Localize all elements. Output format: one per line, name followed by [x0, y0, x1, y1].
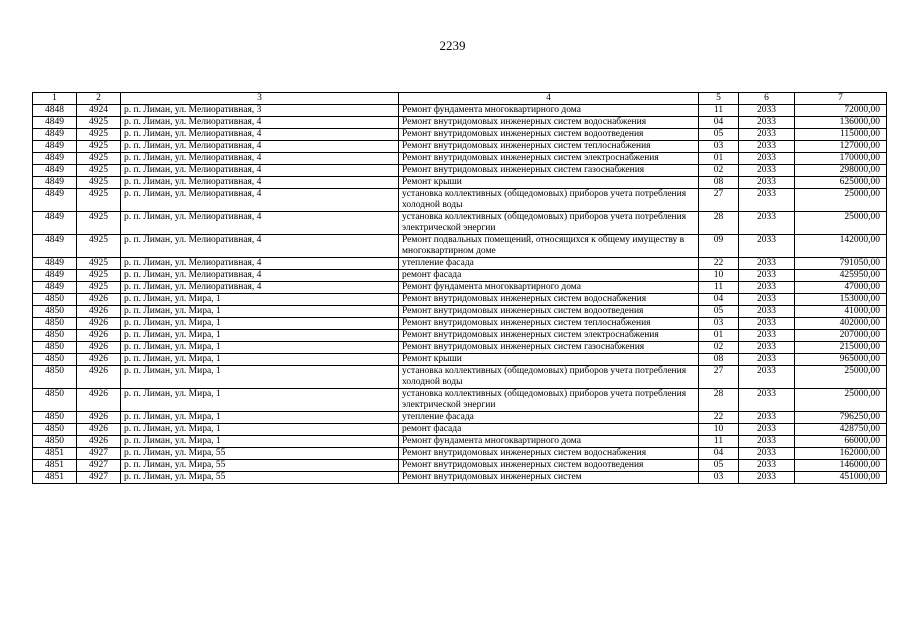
cell-number: 4849: [33, 141, 77, 153]
table-row: [33, 270, 887, 282]
cell-year: 2033: [739, 235, 795, 258]
cell-work-type: Ремонт внутридомовых инженерных систем водоснабжения: [399, 448, 699, 460]
cell-cost: 25000,00: [795, 212, 887, 235]
cell-cost: 162000,00: [795, 448, 887, 460]
cell-work-code: 02: [699, 342, 739, 354]
cell-work-type: Ремонт фундамента многоквартирного дома: [399, 436, 699, 448]
cell-work-type: Ремонт внутридомовых инженерных систем теплоснабжения: [399, 318, 699, 330]
cell-address: р. п. Лиман, ул. Мира, 1: [121, 366, 399, 389]
cell-year: 2033: [739, 270, 795, 282]
cell-cost: 965000,00: [795, 354, 887, 366]
cell-code: 4925: [77, 129, 121, 141]
cell-cost: 115000,00: [795, 129, 887, 141]
cell-work-code: 28: [699, 389, 739, 412]
cell-cost: 47000,00: [795, 282, 887, 294]
cell-address: р. п. Лиман, ул. Мелиоративная, 4: [121, 212, 399, 235]
cell-code: 4925: [77, 270, 121, 282]
cell-year: 2033: [739, 129, 795, 141]
cell-number: 4850: [33, 342, 77, 354]
col-header-4: 4: [399, 93, 699, 105]
table-header-row: [33, 93, 887, 105]
cell-year: 2033: [739, 306, 795, 318]
cell-work-type: Ремонт внутридомовых инженерных систем теплоснабжения: [399, 141, 699, 153]
cell-cost: 451000,00: [795, 472, 887, 484]
col-header-2: 2: [77, 93, 121, 105]
col-header-7: 7: [795, 93, 887, 105]
cell-address: р. п. Лиман, ул. Мелиоративная, 4: [121, 141, 399, 153]
table-row: [33, 366, 887, 389]
cell-work-type: Ремонт подвальных помещений, относящихся к общему имуществу в многоквартирном доме: [399, 235, 699, 258]
cell-work-code: 10: [699, 424, 739, 436]
cell-work-type: Ремонт внутридомовых инженерных систем водоотведения: [399, 460, 699, 472]
cell-number: 4849: [33, 117, 77, 129]
cell-address: р. п. Лиман, ул. Мелиоративная, 4: [121, 258, 399, 270]
cell-cost: 41000,00: [795, 306, 887, 318]
cell-year: 2033: [739, 189, 795, 212]
cell-address: р. п. Лиман, ул. Мира, 1: [121, 318, 399, 330]
table-body: [33, 105, 887, 484]
cell-year: 2033: [739, 153, 795, 165]
cell-number: 4849: [33, 235, 77, 258]
cell-code: 4925: [77, 235, 121, 258]
cell-work-code: 08: [699, 177, 739, 189]
cell-number: 4849: [33, 282, 77, 294]
table-row: [33, 282, 887, 294]
cell-code: 4926: [77, 424, 121, 436]
cell-number: 4849: [33, 270, 77, 282]
cell-work-type: Ремонт фундамента многоквартирного дома: [399, 105, 699, 117]
table-row: [33, 330, 887, 342]
table-row: [33, 424, 887, 436]
table-row: [33, 129, 887, 141]
cell-cost: 207000,00: [795, 330, 887, 342]
cell-work-code: 11: [699, 436, 739, 448]
cell-code: 4924: [77, 105, 121, 117]
cell-address: р. п. Лиман, ул. Мелиоративная, 4: [121, 153, 399, 165]
cell-work-code: 27: [699, 189, 739, 212]
cell-number: 4849: [33, 153, 77, 165]
table-row: [33, 117, 887, 129]
cell-address: р. п. Лиман, ул. Мелиоративная, 4: [121, 177, 399, 189]
cell-code: 4926: [77, 306, 121, 318]
cell-work-type: Ремонт крыши: [399, 354, 699, 366]
cell-work-type: ремонт фасада: [399, 424, 699, 436]
cell-address: р. п. Лиман, ул. Мелиоративная, 4: [121, 235, 399, 258]
cell-code: 4926: [77, 436, 121, 448]
cell-address: р. п. Лиман, ул. Мелиоративная, 3: [121, 105, 399, 117]
cell-work-type: Ремонт внутридомовых инженерных систем водоснабжения: [399, 117, 699, 129]
cell-address: р. п. Лиман, ул. Мира, 1: [121, 389, 399, 412]
cell-year: 2033: [739, 258, 795, 270]
page-number: 2239: [439, 38, 466, 53]
cell-work-type: Ремонт фундамента многоквартирного дома: [399, 282, 699, 294]
cell-cost: 215000,00: [795, 342, 887, 354]
cell-work-type: утепление фасада: [399, 412, 699, 424]
table-row: [33, 235, 887, 258]
cell-year: 2033: [739, 366, 795, 389]
cell-address: р. п. Лиман, ул. Мелиоративная, 4: [121, 165, 399, 177]
cell-code: 4926: [77, 294, 121, 306]
cell-work-code: 05: [699, 460, 739, 472]
cell-address: р. п. Лиман, ул. Мира, 1: [121, 436, 399, 448]
cell-year: 2033: [739, 472, 795, 484]
table-row: [33, 306, 887, 318]
cell-work-code: 03: [699, 141, 739, 153]
cell-year: 2033: [739, 330, 795, 342]
cell-year: 2033: [739, 342, 795, 354]
cell-work-code: 28: [699, 212, 739, 235]
cell-cost: 142000,00: [795, 235, 887, 258]
cell-cost: 796250,00: [795, 412, 887, 424]
cell-number: 4849: [33, 189, 77, 212]
cell-cost: 25000,00: [795, 389, 887, 412]
cell-year: 2033: [739, 436, 795, 448]
cell-work-code: 09: [699, 235, 739, 258]
cell-code: 4926: [77, 389, 121, 412]
cell-year: 2033: [739, 412, 795, 424]
cell-code: 4925: [77, 141, 121, 153]
cell-work-type: Ремонт внутридомовых инженерных систем электроснабжения: [399, 153, 699, 165]
table-row: [33, 212, 887, 235]
cell-code: 4925: [77, 282, 121, 294]
col-header-5: 5: [699, 93, 739, 105]
cell-number: 4850: [33, 354, 77, 366]
cell-number: 4850: [33, 306, 77, 318]
cell-address: р. п. Лиман, ул. Мелиоративная, 4: [121, 117, 399, 129]
cell-cost: 146000,00: [795, 460, 887, 472]
cell-year: 2033: [739, 460, 795, 472]
cell-cost: 25000,00: [795, 366, 887, 389]
cell-year: 2033: [739, 212, 795, 235]
cell-year: 2033: [739, 354, 795, 366]
cell-address: р. п. Лиман, ул. Мира, 55: [121, 472, 399, 484]
cell-work-code: 04: [699, 294, 739, 306]
cell-work-code: 11: [699, 105, 739, 117]
cell-cost: 72000,00: [795, 105, 887, 117]
cell-number: 4849: [33, 129, 77, 141]
table-row: [33, 389, 887, 412]
cell-cost: 402000,00: [795, 318, 887, 330]
table-row: [33, 153, 887, 165]
col-header-3: 3: [121, 93, 399, 105]
cell-number: 4850: [33, 330, 77, 342]
cell-work-code: 22: [699, 412, 739, 424]
cell-code: 4925: [77, 258, 121, 270]
cell-work-code: 22: [699, 258, 739, 270]
cell-cost: 136000,00: [795, 117, 887, 129]
cell-code: 4927: [77, 460, 121, 472]
cell-work-code: 05: [699, 129, 739, 141]
cell-year: 2033: [739, 165, 795, 177]
table-row: [33, 165, 887, 177]
cell-address: р. п. Лиман, ул. Мира, 55: [121, 448, 399, 460]
cell-cost: 66000,00: [795, 436, 887, 448]
cell-work-code: 27: [699, 366, 739, 389]
cell-address: р. п. Лиман, ул. Мелиоративная, 4: [121, 282, 399, 294]
cell-work-code: 05: [699, 306, 739, 318]
table-row: [33, 177, 887, 189]
cell-work-type: установка коллективных (общедомовых) приборов учета потребления холодной воды: [399, 366, 699, 389]
cell-work-type: Ремонт внутридомовых инженерных систем: [399, 472, 699, 484]
cell-year: 2033: [739, 282, 795, 294]
table-row: [33, 412, 887, 424]
cell-code: 4925: [77, 212, 121, 235]
cell-code: 4927: [77, 472, 121, 484]
cell-work-type: Ремонт внутридомовых инженерных систем водоотведения: [399, 306, 699, 318]
cell-work-code: 10: [699, 270, 739, 282]
cell-cost: 428750,00: [795, 424, 887, 436]
cell-address: р. п. Лиман, ул. Мира, 1: [121, 342, 399, 354]
cell-address: р. п. Лиман, ул. Мира, 1: [121, 354, 399, 366]
cell-number: 4850: [33, 424, 77, 436]
table-row: [33, 342, 887, 354]
col-header-1: 1: [33, 93, 77, 105]
repair-schedule-table: [32, 92, 887, 484]
cell-number: 4848: [33, 105, 77, 117]
table-row: [33, 318, 887, 330]
cell-work-code: 08: [699, 354, 739, 366]
cell-year: 2033: [739, 294, 795, 306]
cell-address: р. п. Лиман, ул. Мелиоративная, 4: [121, 129, 399, 141]
table-row: [33, 472, 887, 484]
table-row: [33, 105, 887, 117]
cell-number: 4850: [33, 366, 77, 389]
cell-number: 4849: [33, 177, 77, 189]
cell-address: р. п. Лиман, ул. Мира, 1: [121, 306, 399, 318]
cell-code: 4926: [77, 354, 121, 366]
cell-code: 4925: [77, 189, 121, 212]
cell-code: 4926: [77, 412, 121, 424]
cell-work-type: установка коллективных (общедомовых) приборов учета потребления электрической энергии: [399, 212, 699, 235]
cell-address: р. п. Лиман, ул. Мира, 1: [121, 294, 399, 306]
cell-work-type: Ремонт внутридомовых инженерных систем электроснабжения: [399, 330, 699, 342]
cell-work-type: утепление фасада: [399, 258, 699, 270]
cell-number: 4851: [33, 472, 77, 484]
cell-number: 4849: [33, 258, 77, 270]
table-row: [33, 448, 887, 460]
table-row: [33, 141, 887, 153]
table-row: [33, 354, 887, 366]
cell-address: р. п. Лиман, ул. Мира, 55: [121, 460, 399, 472]
cell-cost: 127000,00: [795, 141, 887, 153]
cell-work-code: 04: [699, 117, 739, 129]
cell-work-code: 02: [699, 165, 739, 177]
cell-work-type: Ремонт внутридомовых инженерных систем водоснабжения: [399, 294, 699, 306]
cell-year: 2033: [739, 105, 795, 117]
cell-work-type: Ремонт внутридомовых инженерных систем водоотведения: [399, 129, 699, 141]
cell-cost: 153000,00: [795, 294, 887, 306]
cell-cost: 298000,00: [795, 165, 887, 177]
col-header-6: 6: [739, 93, 795, 105]
cell-work-type: установка коллективных (общедомовых) приборов учета потребления холодной воды: [399, 189, 699, 212]
cell-work-type: ремонт фасада: [399, 270, 699, 282]
cell-work-code: 03: [699, 318, 739, 330]
cell-work-code: 04: [699, 448, 739, 460]
cell-year: 2033: [739, 177, 795, 189]
cell-address: р. п. Лиман, ул. Мелиоративная, 4: [121, 189, 399, 212]
table-row: [33, 460, 887, 472]
cell-number: 4850: [33, 294, 77, 306]
cell-number: 4850: [33, 318, 77, 330]
cell-work-code: 11: [699, 282, 739, 294]
cell-year: 2033: [739, 117, 795, 129]
cell-cost: 425950,00: [795, 270, 887, 282]
cell-number: 4850: [33, 412, 77, 424]
cell-code: 4926: [77, 330, 121, 342]
cell-year: 2033: [739, 141, 795, 153]
cell-cost: 791050,00: [795, 258, 887, 270]
cell-code: 4927: [77, 448, 121, 460]
cell-address: р. п. Лиман, ул. Мира, 1: [121, 330, 399, 342]
cell-code: 4925: [77, 153, 121, 165]
cell-work-type: Ремонт внутридомовых инженерных систем газоснабжения: [399, 165, 699, 177]
cell-code: 4925: [77, 117, 121, 129]
cell-address: р. п. Лиман, ул. Мира, 1: [121, 424, 399, 436]
cell-year: 2033: [739, 424, 795, 436]
cell-number: 4850: [33, 436, 77, 448]
cell-cost: 625000,00: [795, 177, 887, 189]
cell-code: 4926: [77, 342, 121, 354]
cell-work-type: Ремонт внутридомовых инженерных систем газоснабжения: [399, 342, 699, 354]
cell-number: 4851: [33, 460, 77, 472]
cell-cost: 25000,00: [795, 189, 887, 212]
cell-code: 4926: [77, 318, 121, 330]
cell-work-type: установка коллективных (общедомовых) приборов учета потребления электрической энергии: [399, 389, 699, 412]
cell-code: 4926: [77, 366, 121, 389]
cell-work-type: Ремонт крыши: [399, 177, 699, 189]
cell-address: р. п. Лиман, ул. Мелиоративная, 4: [121, 270, 399, 282]
cell-year: 2033: [739, 389, 795, 412]
cell-number: 4851: [33, 448, 77, 460]
cell-year: 2033: [739, 448, 795, 460]
cell-address: р. п. Лиман, ул. Мира, 1: [121, 412, 399, 424]
cell-number: 4849: [33, 165, 77, 177]
cell-code: 4925: [77, 177, 121, 189]
cell-work-code: 01: [699, 330, 739, 342]
cell-code: 4925: [77, 165, 121, 177]
table-row: [33, 258, 887, 270]
cell-work-code: 01: [699, 153, 739, 165]
table-row: [33, 294, 887, 306]
cell-number: 4850: [33, 389, 77, 412]
cell-cost: 170000,00: [795, 153, 887, 165]
cell-year: 2033: [739, 318, 795, 330]
cell-number: 4849: [33, 212, 77, 235]
table-row: [33, 189, 887, 212]
table-row: [33, 436, 887, 448]
cell-work-code: 03: [699, 472, 739, 484]
